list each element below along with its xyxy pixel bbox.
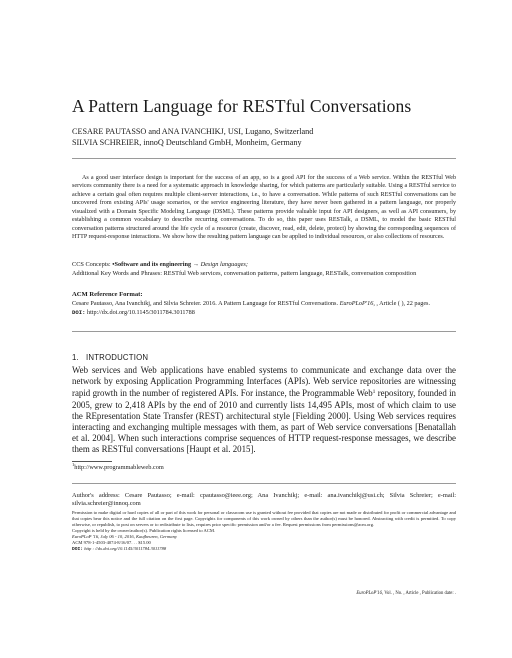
permission-doi-link[interactable]: http : //dx.doi.org/10.1145/3011784.3011788: [84, 546, 167, 551]
intro-text-2: repository, founded in 2005, grew to 2,418 APIs by the end of 2010 and currently lists 14,495 APIs, most of which claim to use the REpresentation State Transfer (REST) architectural style [Fielding 2000]. Using Web services requires interacting and exchanging multiple messages with them, as part of Web service conversations [Benatallah et al. 2004]. When such interactions comprise sequences of HTTP request-response messages, we describe them as RESTful conversations [Haupt et al. 2015].: [72, 388, 456, 455]
reference-rest: , , Article ( ), 22 pages.: [373, 300, 431, 307]
author-line-1: CESARE PAUTASSO and ANA IVANCHIKJ, USI, Lugano, Switzerland: [72, 127, 314, 136]
running-footer: [300, 591, 456, 596]
reference-doi-label: DOI:: [72, 308, 86, 316]
intro-text-1: Web services and Web applications have enabled systems to communicate and exchange data over the network by exposing Application Programming Interfaces (APIs). Web service repositories are witnessing rapid growth in the number of registered APIs. For instance, the Programmable Web: [72, 365, 456, 399]
copyright-line: Copyright is held by the owner/author(s). Publication rights licensed to ACM.: [72, 528, 216, 533]
reference-text: Cesare Pautasso, Ana Ivanchikj, and Silvia Schreier. 2016. A Pattern Language for RESTful Conversations.: [72, 300, 339, 307]
footnote: [72, 462, 164, 471]
section-number: 1.: [72, 353, 79, 362]
abstract: As a good user interface design is important for the success of an app, so is a good API for the success of a Web service. Within the RESTful Web services community there is a need for a systematic approach in knowledge sharing, for which patterns are particularly suitable. Using a RESTful service to achieve a certain goal often requires multiple client-server interactions, i.e., to have a conversation. While patterns of such RESTful conversations can be uncovered from existing APIs' usage scenarios, or the service engineering literature, they have never been gathered in a pattern language, nor properly visualized with a Domain Specific Modeling Language (DSML). These patterns provide valuable input for API designers, as well as API consumers, by establishing a common vocabulary to describe recurring conversations. To do so, this paper uses RESTalk, a DSML, to model the basic RESTful conversation patterns structured around the life cycle of a resource (create, discover, read, edit, delete, protect) by showing the corresponding sequences of HTTP request-response interactions. We show how the resulting pattern language can be applied to individual resources, or also collections of resources.: [72, 175, 456, 241]
ccs-concepts: [72, 261, 456, 270]
reference-format: [72, 300, 456, 317]
author-line-2: SILVIA SCHREIER, innoQ Deutschland GmbH, Monheim, Germany: [72, 138, 302, 147]
ccs-label: CCS Concepts:: [72, 261, 111, 268]
footer-rule: [72, 483, 456, 484]
reference-heading: ACM Reference Format:: [72, 291, 143, 298]
paper-title: A Pattern Language for RESTful Conversations: [72, 96, 412, 116]
author-list: [72, 126, 313, 148]
section-heading: [72, 353, 148, 362]
footnote-url[interactable]: http://www.programmableweb.com: [74, 464, 164, 472]
footnote-number: 1: [72, 462, 75, 467]
footnote-marker[interactable]: 1: [372, 389, 376, 396]
header-rule: [72, 158, 456, 159]
permission-text: Permission to make digital or hard copies of all or part of this work for personal or classroom use is granted without fee provided that copies are not made or distributed for profit or commercial advantage and that copies bear this notice and the full citation on the first page. Copyrights for components of this work owned by others than the author(s) must be honored. Abstracting with credit is permitted. To copy otherwise, or republish, to post on servers or to redistribute to lists, requires prior specific permission and/or a fee. Request permissions from permissions@acm.org.: [72, 510, 456, 527]
front-matter-rule: [72, 331, 456, 332]
reference-doi-link[interactable]: http://dx.doi.org/10.1145/3011784.3011788: [86, 308, 195, 316]
keywords: Additional Key Words and Phrases: RESTful Web services, conversation patterns, pattern language, RESTalk, conversation composition: [72, 270, 417, 277]
ccs-subconcept: Design languages;: [200, 261, 248, 268]
author-address: Author's address: Cesare Pautasso; e-mail: cpautasso@ieee.org; Ana Ivanchikj; e-mail: ana.ivanchikj@usi.ch; Silvia Schreier; e-mail: silvia.schreier@innoq.com: [72, 492, 456, 508]
footer-details: , Vol. , No. , Article , Publication date: .: [381, 591, 456, 596]
section-title: INTRODUCTION: [86, 353, 149, 362]
permission-block: [72, 510, 456, 553]
ccs-arrow: →: [192, 261, 199, 268]
ccs-concept: •Software and its engineering: [112, 261, 192, 268]
reference-venue: EuroPLoP'16: [339, 300, 374, 307]
intro-paragraph: [72, 365, 456, 456]
permission-doi-label: DOI:: [72, 547, 84, 552]
footer-journal: EuroPLoP'16: [356, 591, 382, 596]
isbn-line: ACM 978-1-4503-4074-8/16/07. . . $15.00: [72, 540, 151, 545]
conference-line: EuroPLoP '16, July 06 - 10, 2016, Kaufbeuren, Germany: [72, 534, 177, 539]
